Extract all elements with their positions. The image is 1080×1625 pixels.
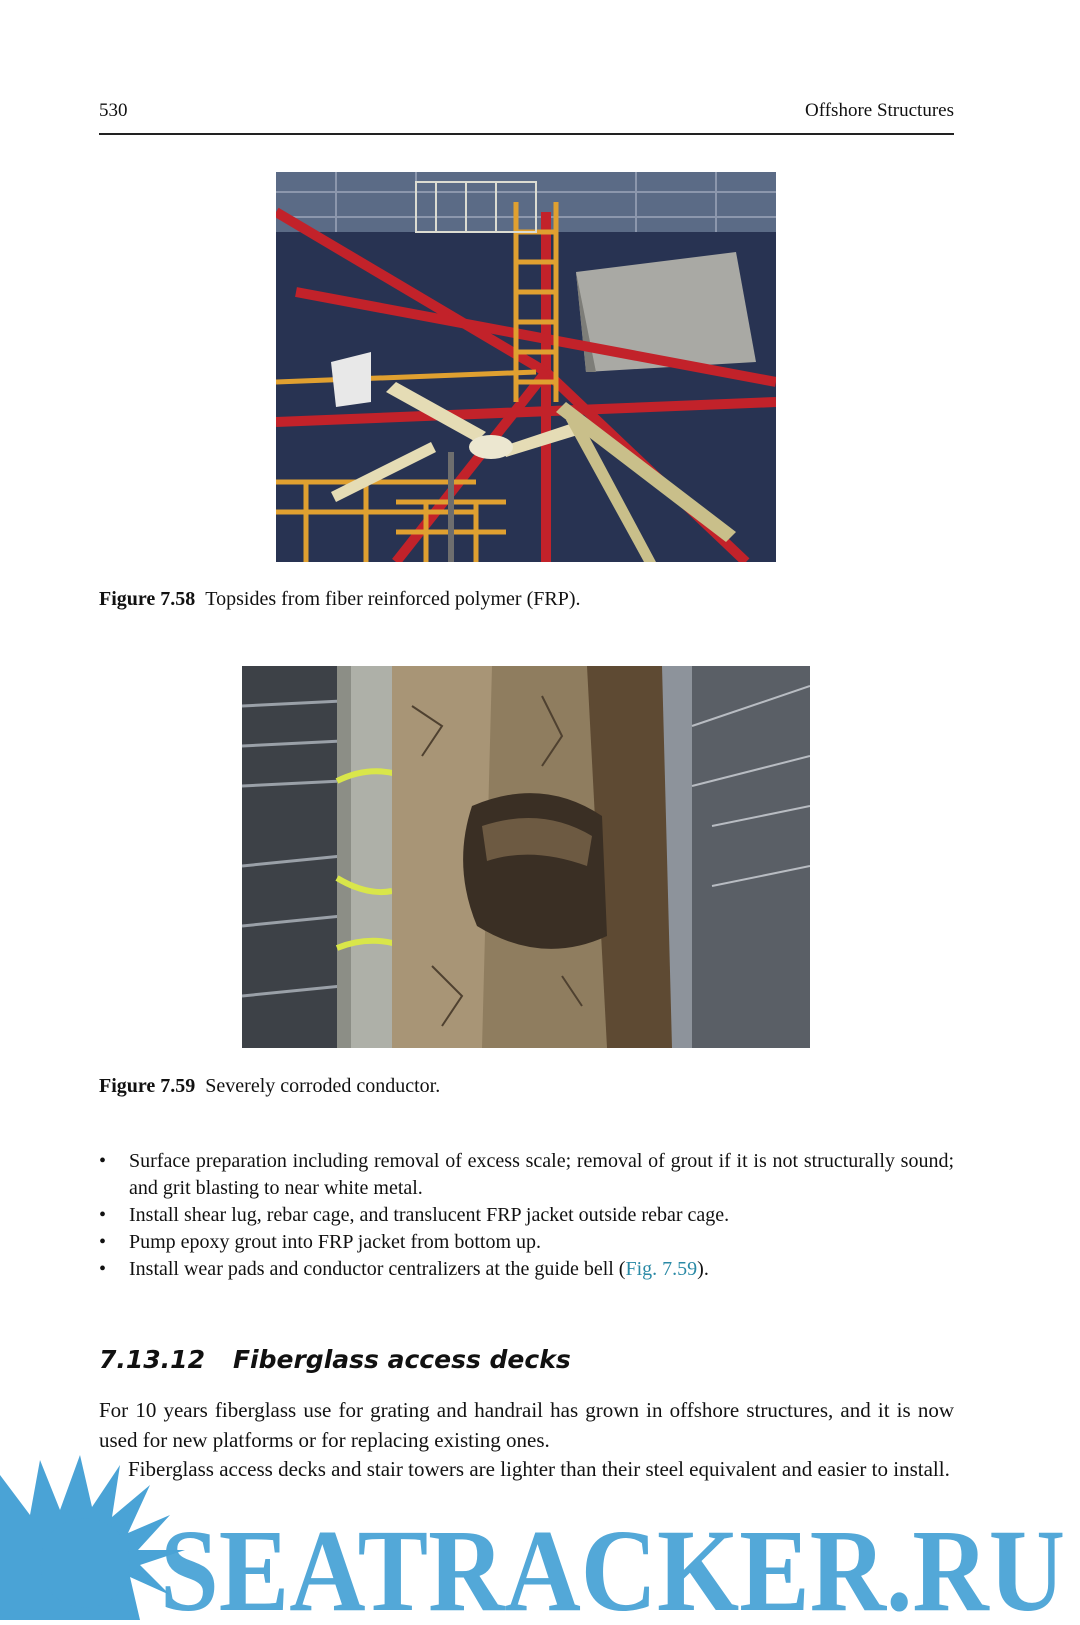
list-item bbox=[99, 1256, 954, 1283]
section-title: Fiberglass access decks bbox=[232, 1345, 571, 1374]
list-item-text-end: ). bbox=[697, 1258, 709, 1280]
list-item: • Pump epoxy grout into FRP jacket from bottom up. bbox=[99, 1229, 954, 1256]
list-item-text: Install wear pads and conductor centralizers at the guide bell ( bbox=[129, 1258, 626, 1280]
header-rule bbox=[99, 133, 954, 135]
sun-logo-icon bbox=[0, 1455, 185, 1620]
watermark bbox=[0, 1455, 1080, 1620]
paragraph: For 10 years fiberglass use for grating and handrail has grown in offshore structures, and it is now used for new platforms or for replacing existing ones. bbox=[99, 1398, 954, 1452]
bullet-list bbox=[99, 1148, 954, 1283]
list-item: • Surface preparation including removal of excess scale; removal of grout if it is not structurally sound; and grit blasting to near white metal. bbox=[99, 1148, 954, 1202]
figure-label: Figure 7.58 bbox=[99, 588, 196, 610]
running-title: Offshore Structures bbox=[805, 100, 954, 121]
figure-7-59-photo bbox=[242, 666, 810, 1048]
figure-link[interactable]: Fig. 7.59 bbox=[625, 1258, 698, 1280]
figure-7-58-photo bbox=[276, 172, 776, 562]
figure-caption-text: Topsides from fiber reinforced polymer (FRP). bbox=[205, 588, 581, 610]
section-heading bbox=[99, 1345, 571, 1374]
page-number: 530 bbox=[99, 100, 128, 121]
figure-7-58-caption bbox=[99, 588, 580, 611]
figure-caption-text: Severely corroded conductor. bbox=[205, 1075, 441, 1097]
figure-label: Figure 7.59 bbox=[99, 1075, 196, 1097]
section-number: 7.13.12 bbox=[99, 1345, 205, 1374]
running-header bbox=[99, 100, 954, 122]
watermark-text: SEATRACKER.RU bbox=[160, 1505, 1065, 1620]
list-item: • Install shear lug, rebar cage, and translucent FRP jacket outside rebar cage. bbox=[99, 1202, 954, 1229]
figure-7-59-caption bbox=[99, 1075, 440, 1098]
paragraph: Fiberglass access decks and stair towers are lighter than their steel equivalent and easier to install. bbox=[128, 1457, 950, 1481]
